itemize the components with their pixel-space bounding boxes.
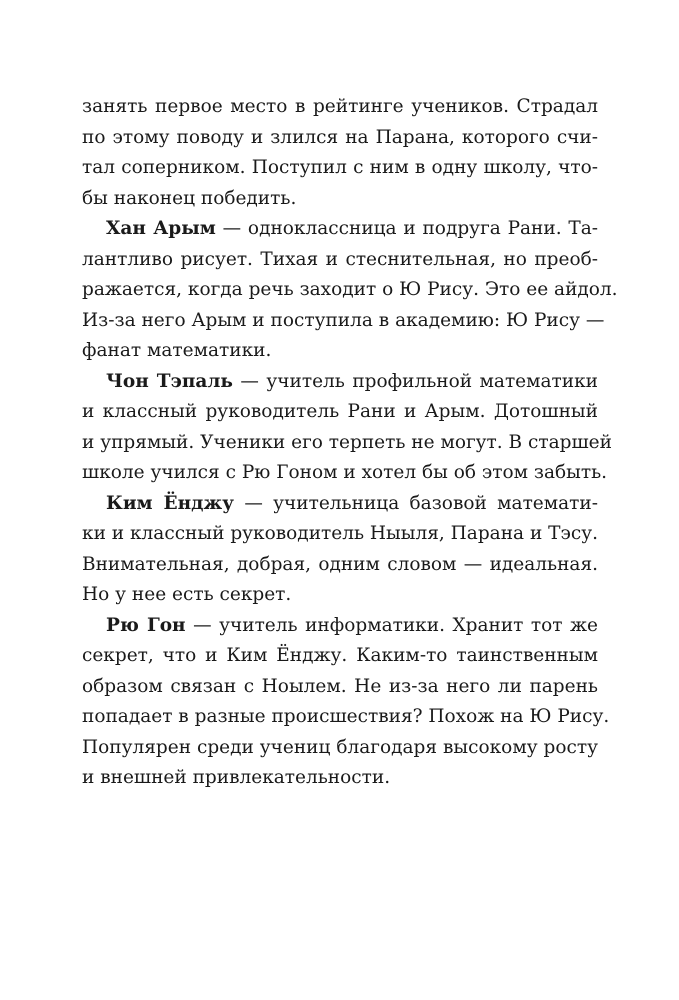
text-line: ражается, когда речь заходит о Ю Рису. Это ее айдол. [82, 279, 618, 300]
character-name: Ким Ёнджу [106, 492, 235, 514]
text-line: Внимательная, добрая, одним словом — идеальная. [82, 553, 598, 575]
paragraph-kim-yondzhu [82, 489, 598, 611]
text-line: по этому поводу и злился на Парана, которого счи- [82, 126, 598, 148]
text-line: образом связан с Ноылем. Не из-за него ли парень [82, 675, 598, 697]
text-line: бы наконец победить. [82, 187, 297, 209]
character-name: Чон Тэпаль [106, 370, 233, 392]
text-line: Хан Арым — одноклассница и подруга Рани. Та- [106, 218, 598, 239]
text-line: секрет, что и Ким Ёнджу. Каким-то таинственным [82, 645, 598, 666]
text-line: ки и классный руководитель Ныыля, Парана и Тэсу. [82, 523, 598, 544]
text-line: попадает в разные происшествия? Похож на Ю Рису. [82, 706, 610, 727]
paragraph-continuation [82, 92, 598, 214]
paragraph-han-arym [82, 214, 618, 367]
text-line: лантливо рисует. Тихая и стеснительная, но преоб- [82, 248, 598, 270]
character-name: Хан Арым [106, 218, 216, 239]
text-line: Рю Гон — учитель информатики. Хранит тот же [106, 614, 598, 636]
text-line: Чон Тэпаль — учитель профильной математики [106, 370, 599, 392]
text-line: Ким Ёнджу — учительница базовой математи- [106, 492, 598, 514]
text-line: Из-за него Арым и поступила в академию: Ю Рису — [82, 309, 605, 331]
page-body [82, 92, 618, 794]
text-line: фанат математики. [82, 340, 272, 361]
character-name: Рю Гон [106, 614, 186, 636]
text-line: и внешней привлекательности. [82, 767, 391, 788]
text-line: школе учился с Рю Гоном и хотел бы об этом забыть. [82, 462, 608, 483]
text-line: и упрямый. Ученики его терпеть не могут. В старшей [82, 431, 612, 453]
text-line: Но у нее есть секрет. [82, 584, 292, 605]
paragraph-chon-tepal [82, 367, 612, 489]
text-line: и классный руководитель Рани и Арым. Дотошный [82, 401, 598, 422]
text-line: Популярен среди учениц благодаря высокому росту [82, 736, 598, 758]
paragraph-ryu-gon [82, 611, 610, 794]
text-line: занять первое место в рейтинге учеников. Страдал [82, 96, 598, 117]
text-line: тал соперником. Поступил с ним в одну школу, что- [82, 157, 598, 178]
